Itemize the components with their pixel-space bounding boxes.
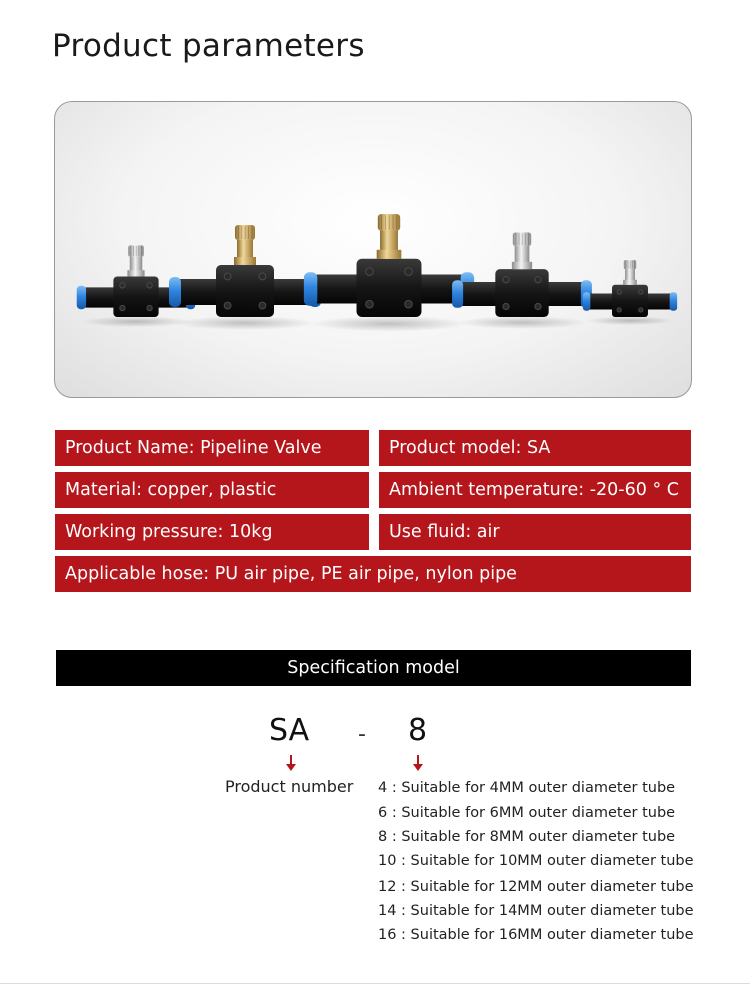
bottom-divider [0, 983, 750, 984]
product-photo [54, 101, 692, 398]
valve-3 [304, 214, 474, 332]
param-applicable-hose: Applicable hose: PU air pipe, PE air pipe, nylon pipe [55, 556, 691, 592]
param-ambient-temperature: Ambient temperature: -20-60 ° C [379, 472, 691, 508]
size-code: 8 [408, 713, 428, 748]
size-option: 12 : Suitable for 12MM outer diameter tube [378, 879, 694, 895]
code-separator: - [358, 722, 366, 747]
page-title: Product parameters [52, 28, 365, 64]
specification-heading: Specification model [56, 650, 691, 686]
param-working-pressure: Working pressure: 10kg [55, 514, 369, 550]
model-code: SA [269, 713, 310, 748]
param-product-name: Product Name: Pipeline Valve [55, 430, 369, 466]
size-option: 14 : Suitable for 14MM outer diameter tube [378, 903, 694, 919]
size-option: 16 : Suitable for 16MM outer diameter tube [378, 927, 694, 943]
arrow-down-icon [284, 754, 298, 772]
valve-2 [169, 225, 321, 330]
size-option: 6 : Suitable for 6MM outer diameter tube [378, 805, 676, 821]
product-number-label: Product number [225, 777, 354, 796]
size-option: 4 : Suitable for 4MM outer diameter tube [378, 780, 676, 796]
size-option: 8 : Suitable for 8MM outer diameter tube [378, 829, 676, 845]
param-product-model: Product model: SA [379, 430, 691, 466]
valve-5 [583, 260, 677, 325]
valve-illustration [55, 102, 691, 397]
arrow-down-icon [411, 754, 425, 772]
param-material: Material: copper, plastic [55, 472, 369, 508]
param-use-fluid: Use fluid: air [379, 514, 691, 550]
size-option: 10 : Suitable for 10MM outer diameter tube [378, 853, 694, 869]
